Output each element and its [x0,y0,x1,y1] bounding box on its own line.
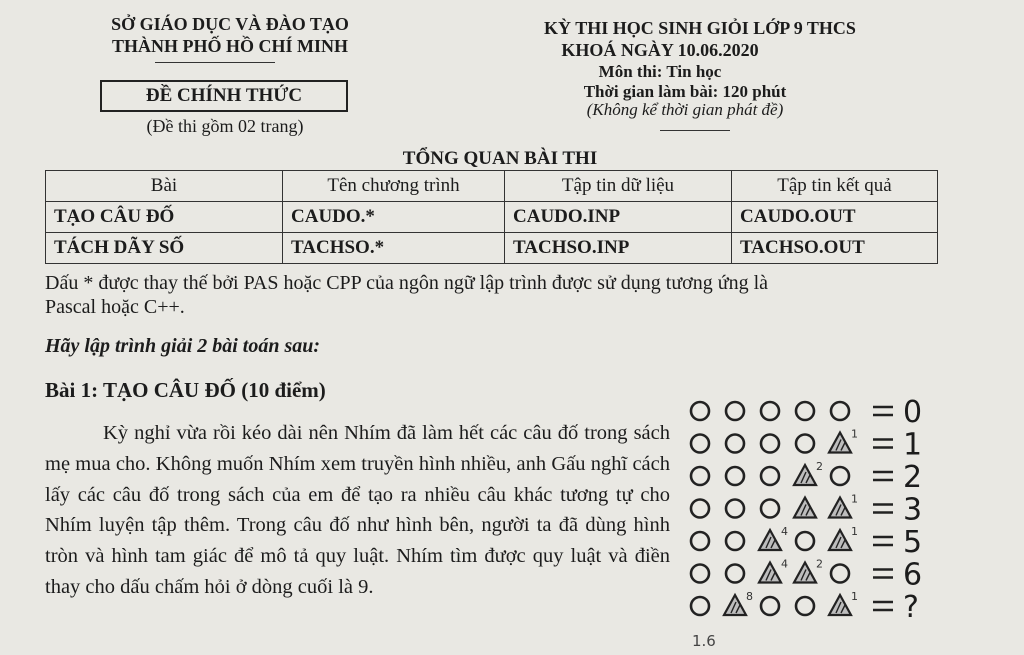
exponent-label: 4 [781,557,788,571]
circle-shape [726,500,744,518]
circle-shape [691,532,709,550]
files-table [45,170,938,264]
circle-shape [691,597,709,615]
table-header-row [46,171,938,202]
circle-shape [691,467,709,485]
exponent-label: 1 [851,590,858,603]
circle-shape [726,467,744,485]
circle-shape [691,402,709,420]
handwritten-scribble: 1.6 [692,632,716,650]
exponent-label: 8 [746,590,753,603]
exam-title: KỲ THI HỌC SINH GIỎI LỚP 9 THCS [544,18,856,38]
exponent-label: 2 [816,460,823,473]
circle-shape [796,435,814,453]
column-header: Bài [46,171,283,202]
table-cell: TACHSO.INP [505,233,732,264]
exam-duration: Thời gian làm bài: 120 phút [583,82,787,101]
circle-shape [691,565,709,583]
circle-shape [831,402,849,420]
puzzle-result: 0 [903,395,923,430]
circle-shape [796,532,814,550]
circle-shape [691,500,709,518]
overview-title: TỔNG QUAN BÀI THI [402,148,598,169]
circle-shape [691,435,709,453]
puzzle-svg [688,395,988,650]
table-cell: CAUDO.INP [505,202,732,233]
circle-shape [796,402,814,420]
table-cell: TẠO CÂU ĐỐ [46,202,283,233]
table-cell: TACHSO.* [283,233,505,264]
exam-duration-note: (Không kể thời gian phát đề) [586,100,784,119]
circle-shape [831,565,849,583]
circle-shape [831,467,849,485]
puzzle-result: 6 [903,557,923,593]
table-cell: TACHSO.OUT [732,233,938,264]
circle-shape [761,435,779,453]
circle-shape [726,402,744,420]
problem1-heading: Bài 1: TẠO CÂU ĐỐ (10 điểm) [45,378,326,402]
puzzle-result: 3 [903,492,923,528]
exponent-label: 1 [851,492,858,506]
table-cell: CAUDO.* [283,202,505,233]
circle-shape [761,467,779,485]
header-divider-right [660,130,730,131]
exam-date: KHOÁ NGÀY 10.06.2020 [561,40,759,60]
exponent-label: 2 [816,557,823,571]
puzzle-result: 1 [903,427,923,463]
puzzle-figure [688,395,988,650]
puzzle-result: 5 [903,525,923,560]
department-line2: THÀNH PHỐ HỒ CHÍ MINH [111,36,348,56]
column-header: Tập tin kết quả [732,171,938,202]
circle-shape [726,435,744,453]
header-divider-left [155,62,275,63]
problem1-paragraph: Kỳ nghỉ vừa rồi kéo dài nên Nhím đã làm hết các câu đố trong sách mẹ mua cho. Không muốn Nhím xem truyền hình nhiều, anh Gấu nghĩ cách lấy các câu đố trong sách của em để tạo ra nhiều câu khác tương tự cho Nhím luyện tập thêm. Trong câu đố như hình bên, người ta đã dùng hình tròn và hình tam giác để mô tả quy luật. Nhím tìm được quy luật và điền thay cho dấu chấm hỏi ở dòng cuối là 9. [45,422,670,598]
table-row [46,233,938,264]
department-line1: SỞ GIÁO DỤC VÀ ĐÀO TẠO [111,14,349,34]
puzzle-result: ? [903,590,919,625]
column-header: Tập tin dữ liệu [505,171,732,202]
instruction: Hãy lập trình giải 2 bài toán sau: [45,335,321,357]
puzzle-result: 2 [903,460,923,495]
pages-note: (Đề thi gồm 02 trang) [146,116,304,136]
column-header: Tên chương trình [283,171,505,202]
circle-shape [726,565,744,583]
table-cell: TÁCH DÃY SỐ [46,233,283,264]
circle-shape [761,500,779,518]
exponent-label: 1 [851,525,858,538]
official-exam-box: ĐỀ CHÍNH THỨC [100,80,348,112]
table-cell: CAUDO.OUT [732,202,938,233]
circle-shape [761,402,779,420]
note-line1: Dấu * được thay thế bởi PAS hoặc CPP của ngôn ngữ lập trình được sử dụng tương ứng là [45,272,769,294]
circle-shape [796,597,814,615]
exponent-label: 1 [851,427,858,441]
problem1-body [45,418,670,603]
circle-shape [761,597,779,615]
circle-shape [726,532,744,550]
exponent-label: 4 [781,525,788,538]
table-row [46,202,938,233]
exam-subject: Môn thi: Tin học [598,62,722,81]
note-line2: Pascal hoặc C++. [45,296,185,318]
